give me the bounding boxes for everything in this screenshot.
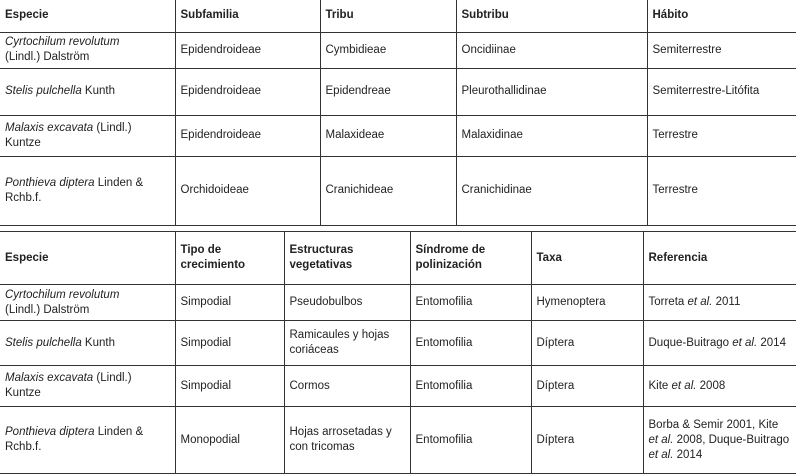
species-author: Kunth [84, 336, 115, 349]
species-author: Kunth [84, 85, 115, 97]
sindrome-cell: Entomofilia [410, 321, 531, 366]
species-name: Malaxis excavata [5, 372, 94, 384]
referencia-cell [643, 321, 796, 366]
header-especie: Especie [0, 0, 175, 32]
taxa-cell: Díptera [531, 366, 643, 407]
ref-etal: et al. [648, 448, 674, 461]
estructuras-cell: Hojas arrosetadas y con tricomas [284, 407, 410, 474]
species-cell [0, 156, 175, 225]
species-author: (Lindl.) Kuntze [5, 372, 132, 399]
estructuras-cell: Ramicaules y hojas coriáceas [284, 321, 410, 366]
species-cell [0, 366, 175, 407]
ref-year: 2011 [712, 296, 741, 308]
header-referencia: Referencia [643, 232, 796, 285]
table-row [0, 115, 796, 156]
tribu-cell: Cymbidieae [320, 32, 456, 68]
crecimiento-cell: Simpodial [175, 366, 284, 407]
species-author: Linden & Rchb.f. [5, 426, 144, 453]
species-cell [0, 32, 175, 68]
species-name: Ponthieva diptera [5, 426, 95, 438]
header-subtribu: Subtribu [456, 0, 647, 32]
table-row [0, 156, 796, 225]
species-author: (Lindl.) Dalström [5, 303, 90, 316]
species-cell [0, 321, 175, 366]
table-row [0, 407, 796, 474]
crecimiento-cell: Simpodial [175, 285, 284, 321]
species-name: Cyrtochilum revolutum [5, 36, 120, 48]
header-tribu: Tribu [320, 0, 456, 32]
species-name: Stelis pulchella [5, 336, 82, 349]
ref-etal: et al. [687, 296, 713, 308]
species-author: (Lindl.) Kuntze [5, 121, 132, 149]
ref-text: Kite [648, 379, 672, 392]
header-subfamilia: Subfamilia [175, 0, 320, 32]
table-row [0, 285, 796, 321]
ref-etal: et al. [671, 379, 697, 392]
subtribu-cell: Cranichidinae [456, 156, 647, 225]
subfamilia-cell: Orchidoideae [175, 156, 320, 225]
ref-etal: et al. [648, 433, 674, 446]
sindrome-cell: Entomofilia [410, 407, 531, 474]
tribu-cell: Malaxideae [320, 115, 456, 156]
species-name: Stelis pulchella [5, 85, 82, 97]
estructuras-cell: Pseudobulbos [284, 285, 410, 321]
ref-text: 2008, Duque-Buitrago [673, 433, 790, 446]
species-cell [0, 115, 175, 156]
crecimiento-cell: Monopodial [175, 407, 284, 474]
habito-cell: Terrestre [647, 115, 796, 156]
ref-year: 2014 [757, 336, 786, 349]
subfamilia-cell: Epidendroideae [175, 32, 320, 68]
taxa-cell: Díptera [531, 407, 643, 474]
ref-year: 2008 [696, 379, 726, 392]
referencia-cell [643, 407, 796, 474]
table-row [0, 366, 796, 407]
ref-text: Torreta [648, 296, 688, 308]
ecology-table [0, 231, 796, 474]
ref-text: Borba & Semir 2001, Kite [648, 418, 779, 431]
species-author: (Lindl.) Dalström [5, 51, 90, 63]
tribu-cell: Epidendreae [320, 68, 456, 115]
header-especie: Especie [0, 232, 175, 285]
sindrome-cell: Entomofilia [410, 366, 531, 407]
species-name: Cyrtochilum revolutum [5, 288, 120, 301]
taxa-cell: Hymenoptera [531, 285, 643, 321]
subfamilia-cell: Epidendroideae [175, 68, 320, 115]
species-name: Ponthieva diptera [5, 176, 95, 189]
ref-etal: et al. [732, 336, 758, 349]
header-tipo-crecimiento: Tipo de crecimiento [175, 232, 284, 285]
habito-cell: Terrestre [647, 156, 796, 225]
table-row [0, 68, 796, 115]
table-header-row [0, 232, 796, 285]
taxa-cell: Díptera [531, 321, 643, 366]
taxonomy-table [0, 0, 796, 226]
header-taxa: Taxa [531, 232, 643, 285]
table-row [0, 32, 796, 68]
estructuras-cell: Cormos [284, 366, 410, 407]
subtribu-cell: Pleurothallidinae [456, 68, 647, 115]
crecimiento-cell: Simpodial [175, 321, 284, 366]
ref-year: 2014 [673, 448, 703, 461]
sindrome-cell: Entomofilia [410, 285, 531, 321]
subfamilia-cell: Epidendroideae [175, 115, 320, 156]
habito-cell: Semiterrestre-Litófita [647, 68, 796, 115]
species-name: Malaxis excavata [5, 121, 94, 134]
subtribu-cell: Oncidiinae [456, 32, 647, 68]
referencia-cell [643, 366, 796, 407]
table-header-row [0, 0, 796, 32]
tribu-cell: Cranichideae [320, 156, 456, 225]
header-sindrome: Síndrome de polinización [410, 232, 531, 285]
ref-text: Duque-Buitrago [648, 336, 733, 349]
species-cell [0, 407, 175, 474]
header-habito: Hábito [647, 0, 796, 32]
species-cell [0, 68, 175, 115]
species-cell [0, 285, 175, 321]
table-row [0, 321, 796, 366]
header-estructuras: Estructuras vegetativas [284, 232, 410, 285]
referencia-cell [643, 285, 796, 321]
subtribu-cell: Malaxidinae [456, 115, 647, 156]
species-author: Linden & Rchb.f. [5, 176, 144, 204]
habito-cell: Semiterrestre [647, 32, 796, 68]
